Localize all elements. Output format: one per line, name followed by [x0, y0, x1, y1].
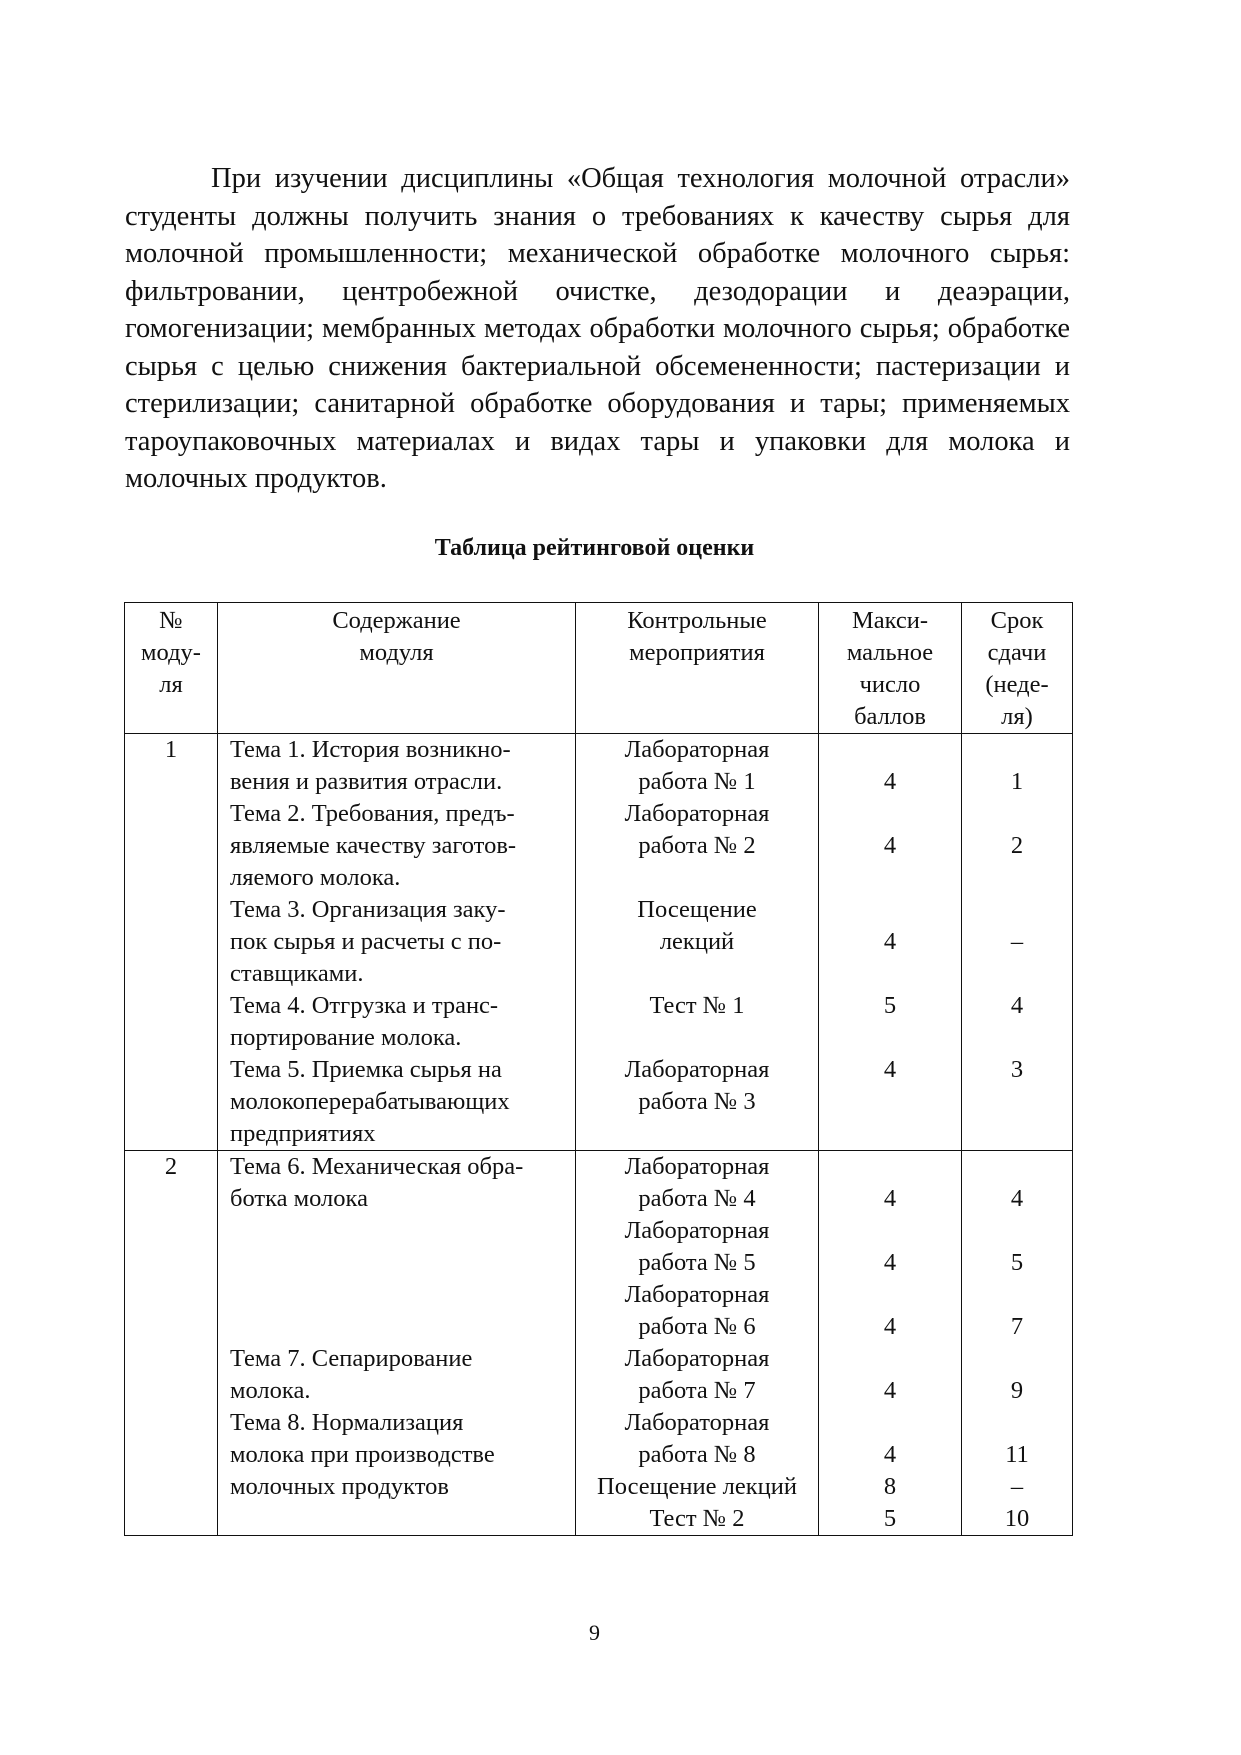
- table-header-row: [125, 603, 1073, 734]
- module-topic-line: Тема 6. Механическая обра-: [230, 1153, 524, 1180]
- deadline-cell: [962, 734, 1073, 1151]
- module-topic-line: [230, 1215, 575, 1247]
- deadline-value: 4: [1010, 992, 1024, 1019]
- control-event-line: работа № 5: [638, 1249, 756, 1276]
- module-topic-line: предприятиях: [230, 1120, 376, 1147]
- table-row: [125, 734, 1073, 1151]
- max-points-value: [819, 1343, 961, 1375]
- control-event-line: Лабораторная: [624, 1056, 770, 1083]
- module-topic-line: Тема 8. Нормализация: [230, 1409, 464, 1436]
- module-topic-line: Тема 5. Приемка сырья на: [230, 1056, 502, 1083]
- max-points-value: 4: [883, 1441, 897, 1468]
- control-event-line: Посещение: [637, 896, 757, 923]
- deadline-value: [962, 1151, 1072, 1183]
- control-event-line: работа № 3: [638, 1088, 756, 1115]
- table-body: [125, 734, 1073, 1536]
- header-control-events: [576, 603, 819, 734]
- module-topic-line: [230, 1279, 575, 1311]
- module-topics-cell: [218, 1151, 576, 1536]
- max-points-value: [819, 734, 961, 766]
- max-points-cell: [819, 734, 962, 1151]
- module-topic-line: молока при производстве: [230, 1441, 495, 1468]
- control-event-line: работа № 8: [638, 1441, 756, 1468]
- control-event-line: Лабораторная: [624, 1281, 770, 1308]
- max-points-value: [819, 958, 961, 990]
- module-topic-line: портирование молока.: [230, 1024, 462, 1051]
- header-text: Макси-: [851, 607, 929, 634]
- deadline-value: 9: [1010, 1377, 1024, 1404]
- module-topic-line: ботка молока: [230, 1185, 368, 1212]
- module-topic-line: [230, 1503, 575, 1535]
- control-event-line: Лабораторная: [624, 1409, 770, 1436]
- control-event-line: [576, 1022, 818, 1054]
- deadline-value: [962, 734, 1072, 766]
- max-points-value: [819, 1086, 961, 1118]
- deadline-value: 11: [1005, 1441, 1029, 1468]
- control-event-line: Посещение лекций: [597, 1473, 797, 1500]
- max-points-value: 8: [883, 1473, 897, 1500]
- header-text: Срок: [990, 607, 1044, 634]
- max-points-value: 4: [883, 1249, 897, 1276]
- module-topic-line: молокоперерабатывающих: [230, 1088, 510, 1115]
- module-number: 1: [164, 736, 178, 763]
- max-points-value: [819, 1118, 961, 1150]
- deadline-value: [962, 1022, 1072, 1054]
- header-text: баллов: [854, 703, 926, 730]
- control-event-line: Лабораторная: [624, 800, 770, 827]
- module-number: 2: [164, 1153, 178, 1180]
- deadline-value: [962, 862, 1072, 894]
- header-text: число: [859, 671, 921, 698]
- header-module-number: [125, 603, 218, 734]
- deadline-cell: [962, 1151, 1073, 1536]
- deadline-value: [962, 958, 1072, 990]
- module-topic-line: вения и развития отрасли.: [230, 768, 503, 795]
- control-event-line: работа № 6: [638, 1313, 756, 1340]
- control-event-line: Тест № 1: [649, 992, 745, 1019]
- max-points-value: 4: [883, 1313, 897, 1340]
- header-text: мальное: [846, 639, 934, 666]
- header-text: моду-: [141, 639, 201, 666]
- header-deadline: [962, 603, 1073, 734]
- control-event-line: [576, 862, 818, 894]
- deadline-value: 3: [1010, 1056, 1024, 1083]
- max-points-value: 5: [883, 1505, 897, 1532]
- module-topic-line: ставщиками.: [230, 960, 364, 987]
- intro-paragraph: При изучении дисциплины «Общая технология молочной отрасли» студенты должны получить знания о требованиях к качеству сырья для молочной промышленности; механической обработке молочного сырья: фильтровании, центробежной очистке, дезодорации и деаэрации, гомогенизации; мембранных методах обработки молочного сырья; обработке сырья с целью снижения бактериальной обсемененности; пастеризации и стерилизации; санитарной обработке оборудования и тары; применяемых тароупаковочных материалах и видах тары и упаковки для молока и молочных продуктов.: [125, 163, 1070, 494]
- module-topic-line: Тема 7. Сепарирование: [230, 1345, 473, 1372]
- header-text: Контрольные: [627, 607, 767, 634]
- control-event-line: работа № 4: [638, 1185, 756, 1212]
- module-topic-line: Тема 4. Отгрузка и транс-: [230, 992, 499, 1019]
- control-event-line: Лабораторная: [624, 1217, 770, 1244]
- control-event-line: работа № 7: [638, 1377, 756, 1404]
- table-row: [125, 1151, 1073, 1536]
- deadline-value: 7: [1010, 1313, 1024, 1340]
- header-text: Содержание: [332, 607, 461, 634]
- max-points-value: [819, 1407, 961, 1439]
- control-event-line: Лабораторная: [624, 1153, 770, 1180]
- deadline-value: 1: [1010, 768, 1024, 795]
- control-event-line: лекций: [659, 928, 735, 955]
- deadline-value: 5: [1010, 1249, 1024, 1276]
- control-events-cell: [576, 1151, 819, 1536]
- deadline-value: 2: [1010, 832, 1024, 859]
- deadline-value: [962, 1215, 1072, 1247]
- deadline-value: [962, 1086, 1072, 1118]
- max-points-value: 5: [883, 992, 897, 1019]
- control-event-line: [576, 1118, 818, 1150]
- module-topic-line: Тема 1. История возникно-: [230, 736, 511, 763]
- header-text: сдачи: [987, 639, 1047, 666]
- deadline-value: 10: [1004, 1505, 1030, 1532]
- deadline-value: [962, 894, 1072, 926]
- control-event-line: работа № 1: [638, 768, 756, 795]
- header-text: ля): [1001, 703, 1033, 730]
- max-points-value: [819, 1279, 961, 1311]
- module-topic-line: молока.: [230, 1377, 311, 1404]
- max-points-value: 4: [883, 768, 897, 795]
- header-text: ля: [159, 671, 183, 698]
- table-title: Таблица рейтинговой оценки: [434, 535, 755, 561]
- control-event-line: Лабораторная: [624, 1345, 770, 1372]
- max-points-value: [819, 1022, 961, 1054]
- max-points-value: 4: [883, 832, 897, 859]
- deadline-value: [962, 1118, 1072, 1150]
- max-points-value: 4: [883, 1056, 897, 1083]
- max-points-value: [819, 862, 961, 894]
- header-text: мероприятия: [629, 639, 765, 666]
- page-number: 9: [589, 1620, 600, 1645]
- max-points-value: [819, 1215, 961, 1247]
- header-text: №: [159, 607, 183, 634]
- header-text: модуля: [359, 639, 434, 666]
- control-event-line: Тест № 2: [649, 1505, 745, 1532]
- control-event-line: Лабораторная: [624, 736, 770, 763]
- deadline-value: –: [1010, 1473, 1024, 1500]
- module-topic-line: пок сырья и расчеты с по-: [230, 928, 502, 955]
- module-topic-line: являемые качеству заготов-: [230, 832, 517, 859]
- module-topics-cell: [218, 734, 576, 1151]
- header-max-points: [819, 603, 962, 734]
- deadline-value: [962, 1279, 1072, 1311]
- module-number-cell: [125, 734, 218, 1151]
- deadline-value: [962, 1407, 1072, 1439]
- rating-table: [124, 602, 1073, 1536]
- deadline-value: –: [1010, 928, 1024, 955]
- module-topic-line: [230, 1311, 575, 1343]
- deadline-value: [962, 798, 1072, 830]
- max-points-value: [819, 798, 961, 830]
- max-points-value: [819, 1151, 961, 1183]
- control-event-line: работа № 2: [638, 832, 756, 859]
- deadline-value: [962, 1343, 1072, 1375]
- module-number-cell: [125, 1151, 218, 1536]
- control-events-cell: [576, 734, 819, 1151]
- module-topic-line: Тема 3. Организация заку-: [230, 896, 506, 923]
- header-module-content: [218, 603, 576, 734]
- max-points-value: 4: [883, 1185, 897, 1212]
- deadline-value: 4: [1010, 1185, 1024, 1212]
- module-topic-line: ляемого молока.: [230, 864, 401, 891]
- header-text: (неде-: [985, 671, 1049, 698]
- max-points-value: [819, 894, 961, 926]
- max-points-value: 4: [883, 1377, 897, 1404]
- max-points-cell: [819, 1151, 962, 1536]
- module-topic-line: [230, 1247, 575, 1279]
- module-topic-line: Тема 2. Требования, предъ-: [230, 800, 515, 827]
- max-points-value: 4: [883, 928, 897, 955]
- module-topic-line: молочных продуктов: [230, 1473, 449, 1500]
- control-event-line: [576, 958, 818, 990]
